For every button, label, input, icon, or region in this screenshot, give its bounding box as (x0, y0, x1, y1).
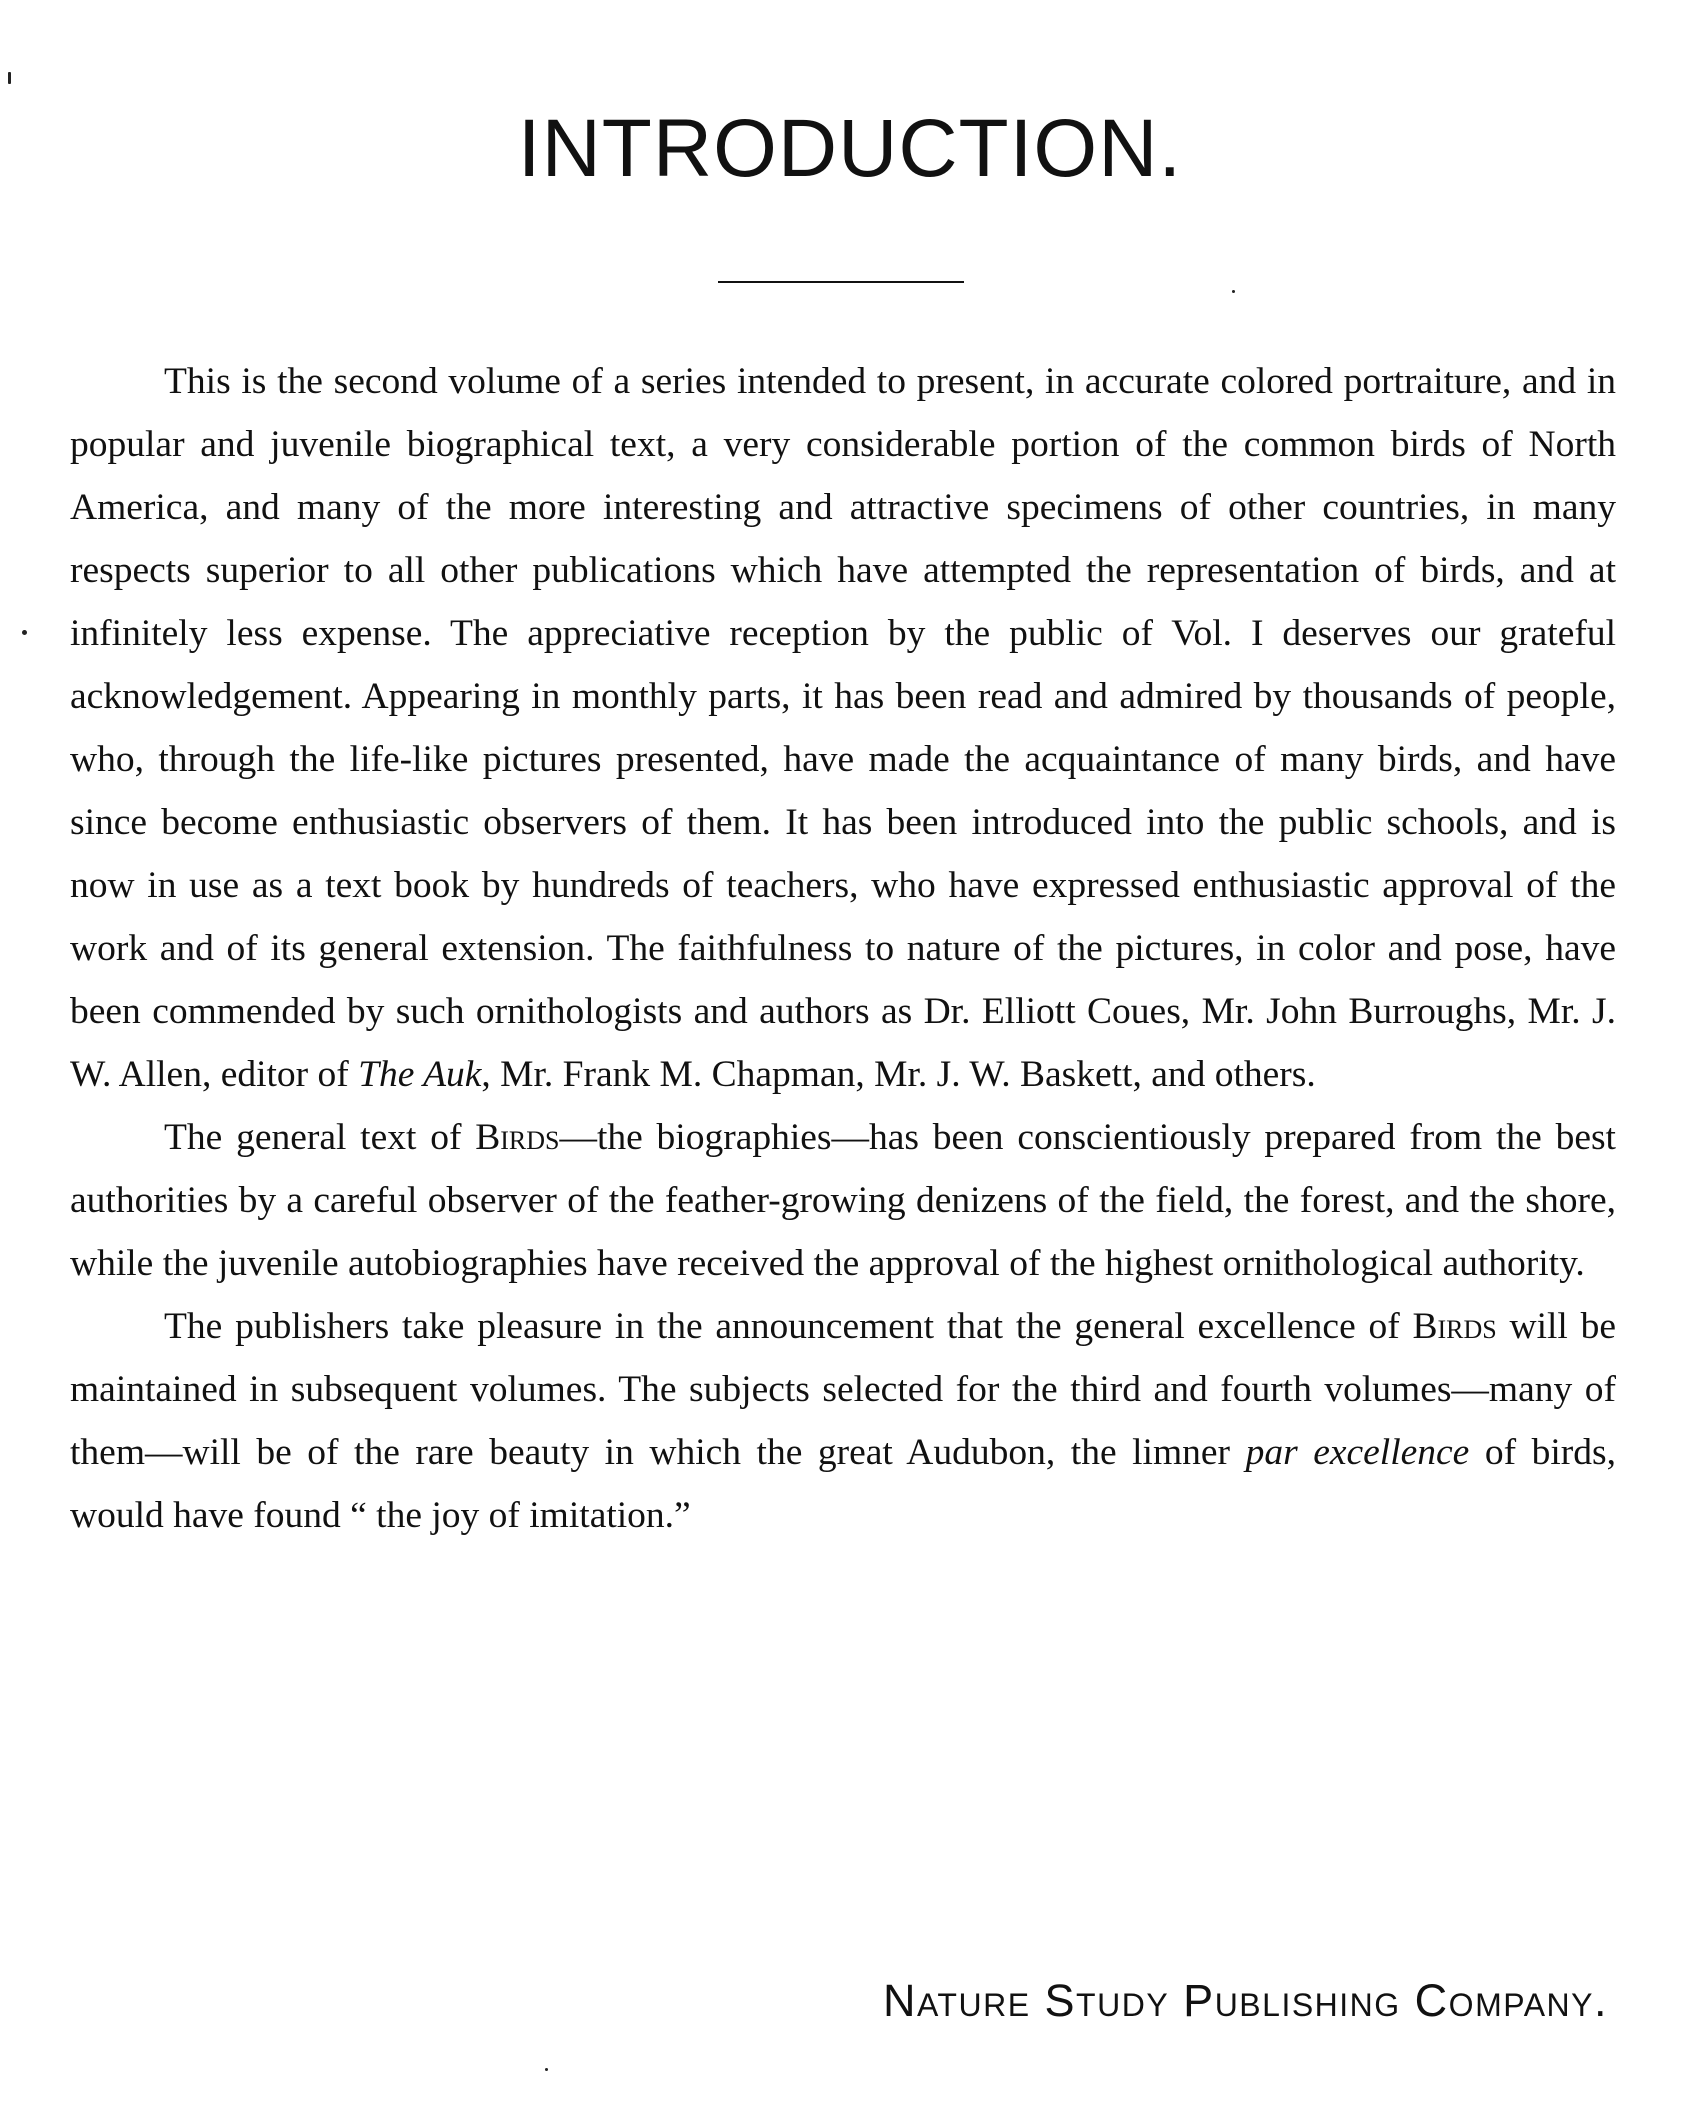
scan-speck (1232, 290, 1235, 293)
publisher-signature: Nature Study Publishing Company. (882, 1975, 1608, 2026)
paragraph-1-text-a: This is the second volume of a series intended to present, in accurate colored portraiture, and in popular and juvenile biographical text, a very considerable portion of the common birds of North America, and many of the more interesting and attractive specimens of other countries, in many respects superior to all other publications which have attempted the representation of birds, and at infinitely less expense. The appreciative reception by the public of Vol. I deserves our grateful acknowledgement. Appearing in monthly parts, it has been read and admired by thousands of people, who, through the life-like pictures presented, have made the acquaintance of many birds, and have since become enthusiastic observers of them. It has been introduced into the public schools, and is now in use as a text book by hundreds of teachers, who have expressed enthusiastic approval of the work and of its general extension. The faithfulness to nature of the pictures, in color and pose, have been commended by such ornithologists and authors as Dr. Elliott Coues, Mr. John Burroughs, Mr. J. W. Allen, editor of (70, 361, 1616, 1095)
paragraph-3-text-a: The publishers take pleasure in the announcement that the general excellence of (164, 1306, 1413, 1347)
paragraph-3 (70, 1295, 1616, 1547)
paragraph-2-text-a: The general text of (164, 1117, 476, 1158)
paragraph-1 (70, 350, 1616, 1106)
paragraph-2-text-b: —the biographies—has been conscientiously prepared from the best authorities by a careful observer of the feather-growing denizens of the field, the forest, and the shore, while the juvenile autobiographies have received the approval of the highest ornithological authority. (70, 1117, 1616, 1284)
paragraph-3-text-b: will be maintained in subsequent volumes. The subjects selected for the third and fourth volumes—many of them—will be of the rare beauty in which the great Audubon, the limner (70, 1306, 1616, 1473)
scan-speck (22, 630, 27, 635)
publication-name-birds: Birds (1412, 1306, 1497, 1347)
title-divider (718, 281, 964, 283)
paragraph-2 (70, 1106, 1616, 1295)
paragraph-3-text-c: of birds, would have found “ the joy of imitation.” (70, 1432, 1616, 1536)
publication-name-birds: Birds (475, 1117, 560, 1158)
scan-speck (545, 2068, 548, 2071)
page-title: INTRODUCTION. (517, 103, 1183, 194)
scan-speck (8, 72, 11, 84)
paragraph-1-text-b: , Mr. Frank M. Chapman, Mr. J. W. Baskett, and others. (481, 1054, 1316, 1095)
journal-title-the-auk: The Auk (358, 1054, 482, 1095)
introduction-body (70, 350, 1616, 1547)
phrase-par-excellence: par excellence (1245, 1432, 1470, 1473)
